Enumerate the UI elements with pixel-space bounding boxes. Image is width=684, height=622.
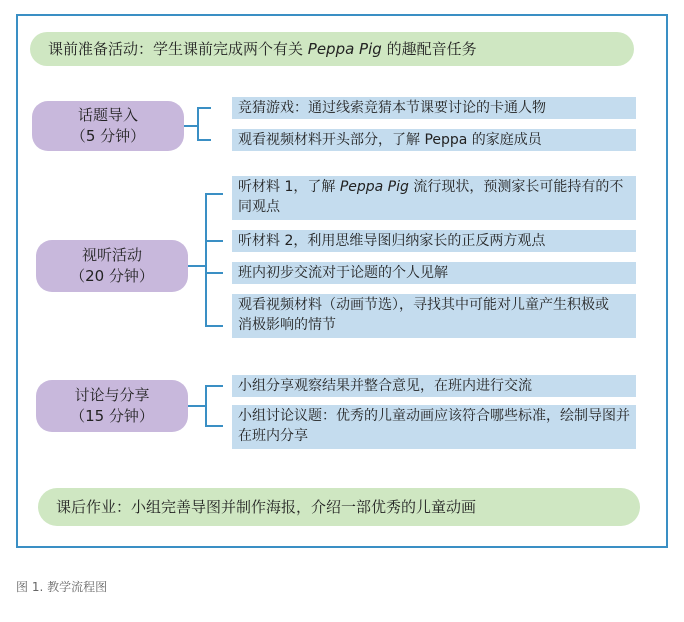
- activity-item: [232, 230, 636, 252]
- activity-item: [232, 294, 636, 338]
- pre-class-italic: Peppa Pig: [307, 40, 382, 58]
- activity-text: 听材料 2，利用思维导图归纳家长的正反两方观点: [238, 233, 546, 249]
- connector: [205, 272, 223, 274]
- activity-text: 观看视频材料开头部分，了解 Peppa 的家庭成员: [238, 132, 542, 148]
- activity-text: 观看视频材料（动画节选），寻找其中可能对儿童产生积极或消极影响的情节: [238, 297, 609, 333]
- activity-item: [232, 97, 636, 119]
- stage-duration: （20 分钟）: [70, 267, 154, 285]
- activity-item: [232, 129, 636, 151]
- connector: [205, 385, 223, 387]
- post-class-text: 课后作业：小组完善导图并制作海报，介绍一部优秀的儿童动画: [56, 498, 477, 516]
- connector: [197, 107, 199, 141]
- pre-class-suffix: 的趣配音任务: [381, 40, 477, 58]
- activity-item: [232, 375, 636, 397]
- post-class-homework: [38, 488, 640, 526]
- activity-italic: Peppa Pig: [339, 179, 409, 195]
- activity-text: 班内初步交流对于论题的个人见解: [238, 265, 448, 281]
- stage-topic-intro: [32, 101, 184, 151]
- activity-item: [232, 262, 636, 284]
- connector: [188, 265, 206, 267]
- stage-audiovisual: [36, 240, 188, 292]
- connector: [197, 139, 211, 141]
- connector: [188, 405, 206, 407]
- activity-text: 小组讨论议题：优秀的儿童动画应该符合哪些标准，绘制导图并在班内分享: [238, 408, 630, 444]
- activity-suffix: 流行现状，预测家长可能持有的不同观点: [238, 179, 624, 215]
- activity-text: 小组分享观察结果并整合意见，在班内进行交流: [238, 378, 532, 394]
- connector: [205, 425, 223, 427]
- activity-item: [232, 405, 636, 449]
- activity-item: [232, 176, 636, 220]
- stage-title: 话题导入: [77, 106, 138, 124]
- stage-title: 视听活动: [81, 246, 142, 264]
- pre-class-text: 课前准备活动：学生课前完成两个有关: [48, 40, 308, 58]
- stage-discussion: [36, 380, 188, 432]
- activity-text: 听材料 1，了解: [238, 179, 340, 195]
- connector: [205, 325, 223, 327]
- connector: [205, 240, 223, 242]
- connector: [197, 107, 211, 109]
- pre-class-activity: [30, 32, 634, 66]
- connector: [184, 125, 198, 127]
- stage-duration: （5 分钟）: [70, 127, 146, 145]
- connector: [205, 193, 223, 195]
- activity-text: 竞猜游戏：通过线索竞猜本节课要讨论的卡通人物: [238, 100, 546, 116]
- figure-caption: 图 1. 教学流程图: [16, 580, 108, 594]
- connector: [205, 193, 207, 327]
- stage-duration: （15 分钟）: [70, 407, 154, 425]
- connector: [205, 385, 207, 427]
- stage-title: 讨论与分享: [74, 386, 150, 404]
